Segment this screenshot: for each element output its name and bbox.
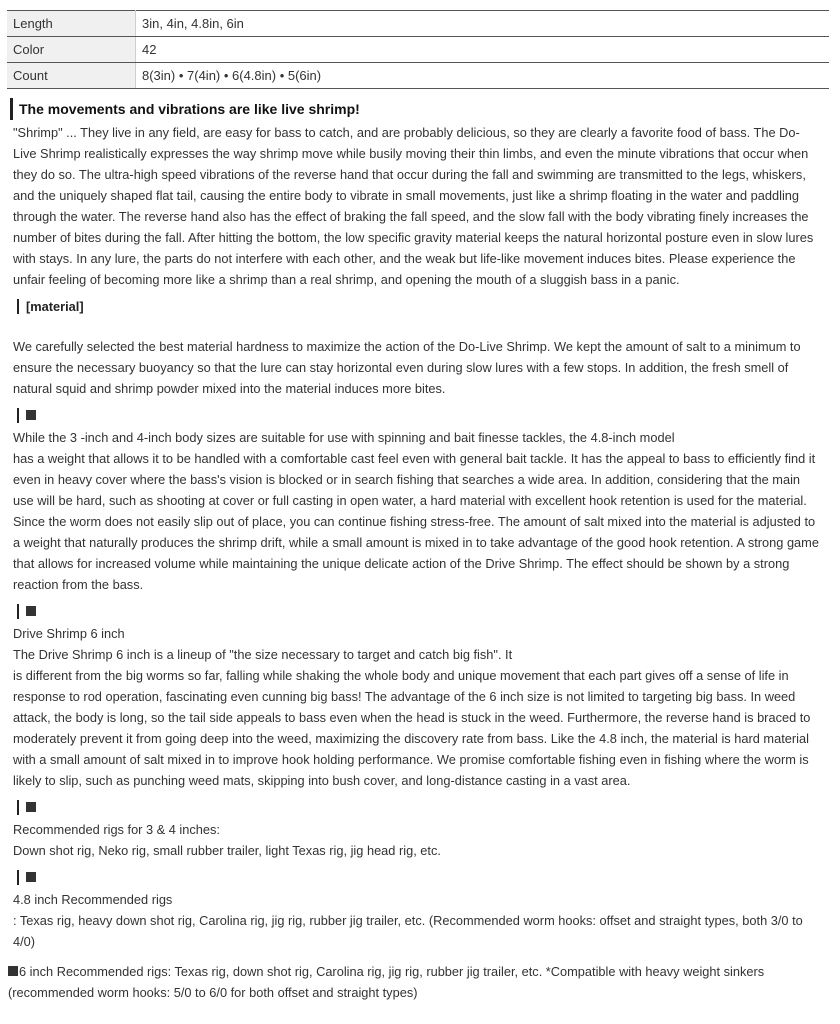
sizes-first-line: While the 3 -inch and 4-inch body sizes are suitable for use with spinning and bait finesse tackles, the 4.8-inch model <box>13 430 675 445</box>
product-description <box>13 98 821 952</box>
material-paragraph: We carefully selected the best material hardness to maximize the action of the Do-Live Shrimp. We kept the amount of salt to a minimum to ensure the necessary buoyancy so that the lure can stay horizontal even during slow lures with a few stops. In addition, the fresh smell of natural squid and shrimp powder mixed into the material induces more bites. <box>13 339 801 396</box>
sizes-heading <box>13 403 821 427</box>
square-bullet-icon <box>26 802 36 812</box>
spec-value: 42 <box>136 37 830 63</box>
six-inch-first-line: The Drive Shrimp 6 inch is a lineup of "the size necessary to target and catch big fish". It <box>13 647 513 662</box>
square-bullet-icon <box>26 606 36 616</box>
spec-row-count <box>7 63 829 89</box>
square-bullet-icon <box>8 966 18 976</box>
six-inch-heading <box>13 599 821 623</box>
intro-heading: The movements and vibrations are like live shrimp! <box>10 98 821 120</box>
six-inch-paragraph: is different from the big worms so far, falling while shaking the whole body and unique movement that each part gives off a sense of life in response to rod operation, fascinating even cunning big bass! The advantage of the 6 inch size is not limited to targeting big bass. In weed attack, the body is long, so the tail side appeals to bass even when the head is stuck in the weed. Furthermore, the reverse hand is braced to moderately prevent it from going deep into the weed, maximizing the discovery rate from bass. Like the 4.8 inch, the material is hard material with a small amount of salt mixed in to improve hook holding performance. We promise comfortable fishing even in fishing where the worm is likely to slip, such as punching weed mats, skipping into bush cover, and long-distance casting in a vast area. <box>13 668 811 788</box>
spec-label: Color <box>7 37 136 63</box>
intro-paragraph: "Shrimp" ... They live in any field, are easy for bass to catch, and are probably delicious, so they are clearly a favorite food of bass. The Do-Live Shrimp realistically expresses the way shrimp move while busily moving their thin limbs, and even the minute vibrations that occur when they do so. The ultra-high speed vibrations of the reverse hand that occur during the fall and swimming are transmitted to the legs, whiskers, and the uniquely shaped flat tail, causing the entire body to vibrate in small movements, just like a shrimp floating in the water and paddling through the water. The reverse hand also has the effect of braking the fall speed, and the slow fall with the body vibrating finely increases the number of bites during the fall. After hitting the bottom, the low specific gravity material keeps the natural horizontal posture even in slow lures with stays. In any lure, the parts do not interfere with each other, and the weak but life-like movement induces bites. Please experience the unfair feeling of becoming more like a shrimp than a real shrimp, and opening the mouth of a sluggish bass in a panic. <box>13 125 814 287</box>
rigs-48-title: 4.8 inch Recommended rigs <box>13 892 173 907</box>
rigs-small-heading <box>13 795 821 819</box>
rigs-6-block <box>8 961 823 1003</box>
material-heading-text: [material] <box>26 298 84 314</box>
heading-bar-marker <box>17 604 19 619</box>
spec-table <box>7 10 829 89</box>
spec-row-length <box>7 11 829 37</box>
rigs-small-title: Recommended rigs for 3 & 4 inches: <box>13 822 220 837</box>
spacer <box>13 318 821 334</box>
spec-table-wrapper <box>7 10 829 89</box>
rigs-48-heading <box>13 865 821 889</box>
square-bullet-icon <box>26 872 36 882</box>
spec-row-color <box>7 37 829 63</box>
spec-label: Count <box>7 63 136 89</box>
rigs-6-text: 6 inch Recommended rigs: Texas rig, down shot rig, Carolina rig, jig rig, rubber jig trailer, etc. *Compatible with heavy weight sinkers (recommended worm hooks: 5/0 to 6/0 for both offset and straight types) <box>8 964 765 1000</box>
rigs-small-list: Down shot rig, Neko rig, small rubber trailer, light Texas rig, jig head rig, etc. <box>13 843 441 858</box>
heading-bar-marker <box>17 800 19 815</box>
spec-value: 3in, 4in, 4.8in, 6in <box>136 11 830 37</box>
spec-value: 8(3in) • 7(4in) • 6(4.8in) • 5(6in) <box>136 63 830 89</box>
heading-bar-marker <box>17 870 19 885</box>
spec-label: Length <box>7 11 136 37</box>
square-bullet-icon <box>26 410 36 420</box>
material-heading <box>13 294 821 318</box>
sizes-paragraph: has a weight that allows it to be handled with a comfortable cast feel even with general bait tackle. It has the appeal to bass to efficiently find it even in heavy cover where the bass's vision is blocked or in search fishing that searches a wide area. In addition, considering that the main use will be hard, such as shooting at cover or full casting in open water, a hard material with excellent hook retention is used for the material. Since the worm does not easily slip out of place, you can continue fishing stress-free. The amount of salt mixed into the material is adjusted to a weight that naturally produces the shrimp drift, while a small amount is mixed in to take advantage of the good hook retention. A strong game that allows for increased volume while maintaining the unique delicate action of the Drive Shrimp. The effect should be shown by a strong reaction from the bass. <box>13 451 819 592</box>
heading-bar-marker <box>17 408 19 423</box>
six-inch-title: Drive Shrimp 6 inch <box>13 626 125 641</box>
heading-bar-marker <box>17 299 19 314</box>
rigs-48-list: : Texas rig, heavy down shot rig, Carolina rig, jig rig, rubber jig trailer, etc. (Recommended worm hooks: offset and straight types, both 3/0 to 4/0) <box>13 913 803 949</box>
